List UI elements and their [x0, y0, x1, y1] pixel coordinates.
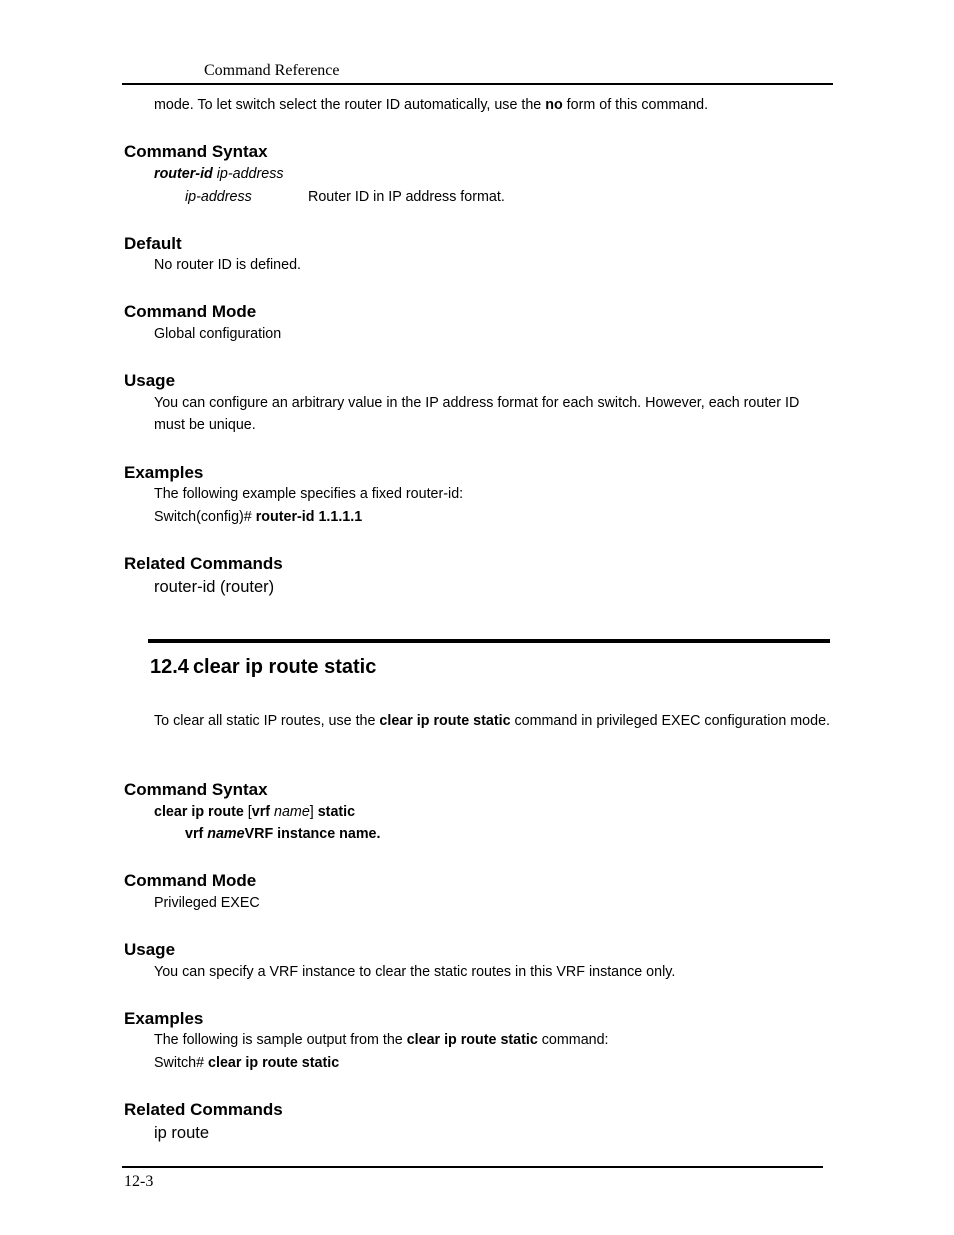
- param-desc: Router ID in IP address format.: [308, 189, 505, 205]
- param-name: ip-address: [185, 189, 252, 205]
- related-link[interactable]: router-id (router): [154, 578, 275, 596]
- usage-heading-2: Usage: [124, 940, 176, 959]
- examples-heading-2: Examples: [124, 1009, 204, 1028]
- section-title: 12.4 clear ip route static: [150, 656, 377, 678]
- syntax-heading: Command Syntax: [124, 142, 268, 161]
- mode-text-2: Privileged EXEC: [154, 895, 260, 911]
- related-heading-2: Related Commands: [124, 1100, 283, 1119]
- default-text: No router ID is defined.: [154, 257, 302, 273]
- intro-text: mode. To let switch select the router ID automatically, use the no form of this command.: [154, 97, 709, 113]
- page-number: 12-3: [124, 1173, 154, 1190]
- syntax-line-2: clear ip route [vrf name] static: [154, 804, 356, 820]
- section-description: To clear all static IP routes, use the clear ip route static command in privileged EXEC configuration mode.: [154, 713, 830, 729]
- param-line-2: vrf nameVRF instance name.: [185, 826, 381, 842]
- examples-line: The following example specifies a fixed router-id:: [154, 486, 464, 502]
- syntax-heading-2: Command Syntax: [124, 780, 268, 799]
- usage-heading: Usage: [124, 371, 176, 390]
- footer-rule: [122, 1166, 823, 1168]
- header-rule: [122, 83, 833, 85]
- usage-text-2: You can specify a VRF instance to clear the static routes in this VRF instance only.: [154, 964, 676, 980]
- mode-heading: Command Mode: [124, 302, 257, 321]
- mode-heading-2: Command Mode: [124, 871, 257, 890]
- syntax-line: router-id ip-address: [154, 166, 284, 182]
- examples-command-2: Switch# clear ip route static: [154, 1055, 340, 1071]
- examples-heading: Examples: [124, 463, 204, 482]
- section-rule: [148, 639, 830, 643]
- usage-text: You can configure an arbitrary value in the IP address format for each switch. However, each router ID must be unique.: [154, 395, 800, 433]
- examples-line-2: The following is sample output from the clear ip route static command:: [154, 1032, 609, 1048]
- related-link-2[interactable]: ip route: [154, 1124, 210, 1142]
- mode-text: Global configuration: [154, 326, 282, 342]
- default-heading: Default: [124, 234, 182, 253]
- examples-command: Switch(config)# router-id 1.1.1.1: [154, 509, 363, 525]
- related-heading: Related Commands: [124, 554, 283, 573]
- header-title: Command Reference: [204, 62, 340, 79]
